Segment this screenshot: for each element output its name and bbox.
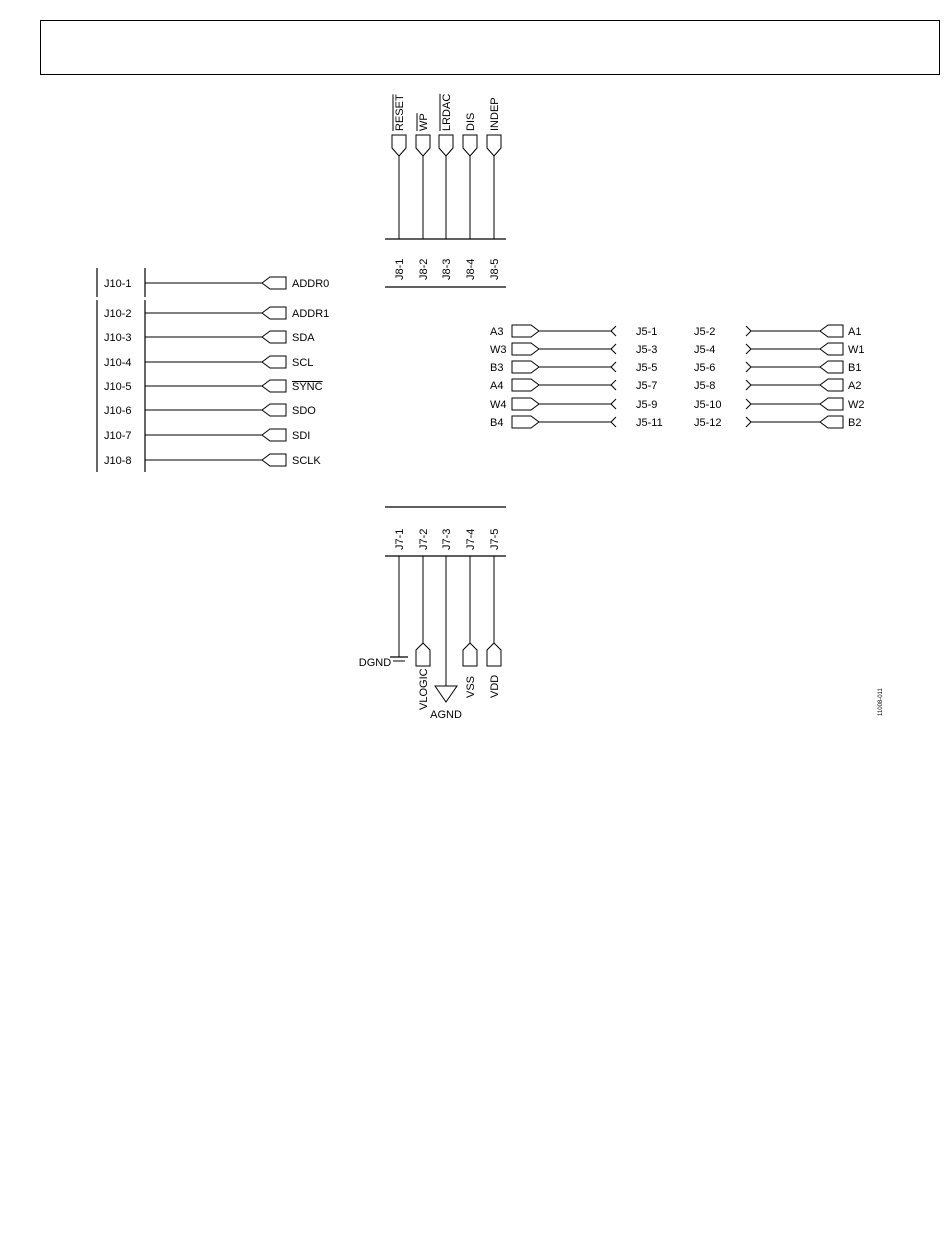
j5-right-signal-label-6: B2 bbox=[848, 417, 862, 429]
j8-port-flag-2 bbox=[416, 135, 430, 156]
j7-pin-label-4: J7-4 bbox=[465, 528, 477, 550]
figure-id: 11008-011 bbox=[878, 688, 884, 716]
j5-left-port-flag-1 bbox=[512, 325, 539, 337]
j5-right-pin-mark-1 bbox=[746, 326, 751, 336]
j10-port-flag-8 bbox=[262, 454, 286, 466]
j7-pin-label-1: J7-1 bbox=[394, 528, 406, 550]
j10-signal-label-5: SYNC bbox=[292, 381, 323, 393]
j10-port-flag-6 bbox=[262, 404, 286, 416]
j10-port-flag-1 bbox=[262, 277, 286, 289]
agnd-symbol bbox=[435, 686, 457, 702]
vss-port-flag bbox=[463, 643, 477, 666]
j5-left-port-flag-2 bbox=[512, 343, 539, 355]
j8-signal-label-5: INDEP bbox=[489, 97, 501, 131]
j10-pin-label-8: J10-8 bbox=[104, 455, 132, 467]
j5-right-pin-label-5: J5-10 bbox=[694, 399, 722, 411]
j5-left-pin-label-4: J5-7 bbox=[636, 380, 658, 392]
j5-left-pin-label-2: J5-3 bbox=[636, 344, 658, 356]
j5-right-pin-mark-5 bbox=[746, 399, 751, 409]
vlogic-port-flag bbox=[416, 643, 430, 666]
j8-port-flag-1 bbox=[392, 135, 406, 156]
j8-signal-label-4: DIS bbox=[465, 112, 477, 131]
j5-right-port-flag-4 bbox=[820, 379, 843, 391]
j8-pin-label-2: J8-2 bbox=[418, 258, 430, 280]
j8-signal-label-2: WP bbox=[418, 113, 430, 131]
j5-right-port-flag-5 bbox=[820, 398, 843, 410]
j5-left-pin-label-5: J5-9 bbox=[636, 399, 658, 411]
j5-right-pin-mark-3 bbox=[746, 362, 751, 372]
j8-signal-label-3: LRDAC bbox=[441, 93, 453, 131]
j8-port-flag-4 bbox=[463, 135, 477, 156]
j8-signal-label-1: RESET bbox=[394, 94, 406, 131]
j5-right-port-flag-6 bbox=[820, 416, 843, 428]
j5-right-signal-label-5: W2 bbox=[848, 399, 865, 411]
j5-right-pin-label-4: J5-8 bbox=[694, 380, 716, 392]
dgnd-label: DGND bbox=[358, 657, 392, 669]
j10-signal-label-7: SDI bbox=[292, 430, 311, 442]
j5-right-signal-label-2: W1 bbox=[848, 344, 865, 356]
j5-right-signal-label-4: A2 bbox=[848, 380, 862, 392]
j5-right-pin-label-3: J5-6 bbox=[694, 362, 716, 374]
j7-pin-label-3: J7-3 bbox=[441, 528, 453, 550]
j10-pin-label-4: J10-4 bbox=[104, 357, 132, 369]
j10-signal-label-8: SCLK bbox=[292, 455, 321, 467]
agnd-label: AGND bbox=[430, 709, 462, 721]
vss-label: VSS bbox=[465, 675, 477, 698]
j10-pin-label-1: J10-1 bbox=[104, 278, 132, 290]
j5-left-signal-label-6: B4 bbox=[490, 417, 504, 429]
j10-port-flag-5 bbox=[262, 380, 286, 392]
j10-port-flag-3 bbox=[262, 331, 286, 343]
j5-left-pin-label-6: J5-11 bbox=[636, 417, 663, 429]
j10-pin-label-2: J10-2 bbox=[104, 308, 132, 320]
j5-right-port-flag-3 bbox=[820, 361, 843, 373]
j10-pin-label-6: J10-6 bbox=[104, 405, 132, 417]
j5-right-pin-label-6: J5-12 bbox=[694, 417, 722, 429]
j5-right-signal-label-1: A1 bbox=[848, 326, 862, 338]
j7-pin-label-5: J7-5 bbox=[489, 528, 501, 550]
j10-pin-label-5: J10-5 bbox=[104, 381, 132, 393]
j5-right-port-flag-2 bbox=[820, 343, 843, 355]
j10-port-flag-4 bbox=[262, 356, 286, 368]
j10-pin-label-7: J10-7 bbox=[104, 430, 132, 442]
j5-right-pin-mark-2 bbox=[746, 344, 751, 354]
j8-pin-label-5: J8-5 bbox=[489, 258, 501, 280]
j5-left-port-flag-3 bbox=[512, 361, 539, 373]
j10-signal-label-1: ADDR0 bbox=[292, 278, 330, 290]
j10-signal-label-6: SDO bbox=[292, 405, 316, 417]
j8-pin-label-4: J8-4 bbox=[465, 258, 477, 280]
j5-right-pin-label-2: J5-4 bbox=[694, 344, 716, 356]
j7-pin-label-2: J7-2 bbox=[418, 528, 430, 550]
j10-signal-label-3: SDA bbox=[292, 332, 315, 344]
j10-pin-label-3: J10-3 bbox=[104, 332, 132, 344]
j5-left-pin-label-1: J5-1 bbox=[636, 326, 658, 338]
j10-signal-label-2: ADDR1 bbox=[292, 308, 330, 320]
j8-pin-label-1: J8-1 bbox=[394, 258, 406, 280]
j5-left-signal-label-2: W3 bbox=[490, 344, 507, 356]
j10-signal-label-4: SCL bbox=[292, 357, 314, 369]
j10-port-flag-7 bbox=[262, 429, 286, 441]
j5-left-pin-label-3: J5-5 bbox=[636, 362, 658, 374]
vlogic-label: VLOGIC bbox=[418, 668, 430, 710]
j10-port-flag-2 bbox=[262, 307, 286, 319]
j5-left-signal-label-3: B3 bbox=[490, 362, 504, 374]
j5-right-signal-label-3: B1 bbox=[848, 362, 862, 374]
j5-right-pin-mark-4 bbox=[746, 380, 751, 390]
j8-port-flag-5 bbox=[487, 135, 501, 156]
j8-pin-label-3: J8-3 bbox=[441, 258, 453, 280]
j5-left-signal-label-4: A4 bbox=[490, 380, 504, 392]
j5-right-pin-label-1: J5-2 bbox=[694, 326, 716, 338]
j5-right-pin-mark-6 bbox=[746, 417, 751, 427]
j5-left-port-flag-5 bbox=[512, 398, 539, 410]
j5-left-port-flag-6 bbox=[512, 416, 539, 428]
j5-right-port-flag-1 bbox=[820, 325, 843, 337]
vdd-label: VDD bbox=[489, 674, 501, 698]
j5-left-signal-label-5: W4 bbox=[490, 399, 507, 411]
j8-port-flag-3 bbox=[439, 135, 453, 156]
j5-left-port-flag-4 bbox=[512, 379, 539, 391]
vdd-port-flag bbox=[487, 643, 501, 666]
j5-left-signal-label-1: A3 bbox=[490, 326, 504, 338]
